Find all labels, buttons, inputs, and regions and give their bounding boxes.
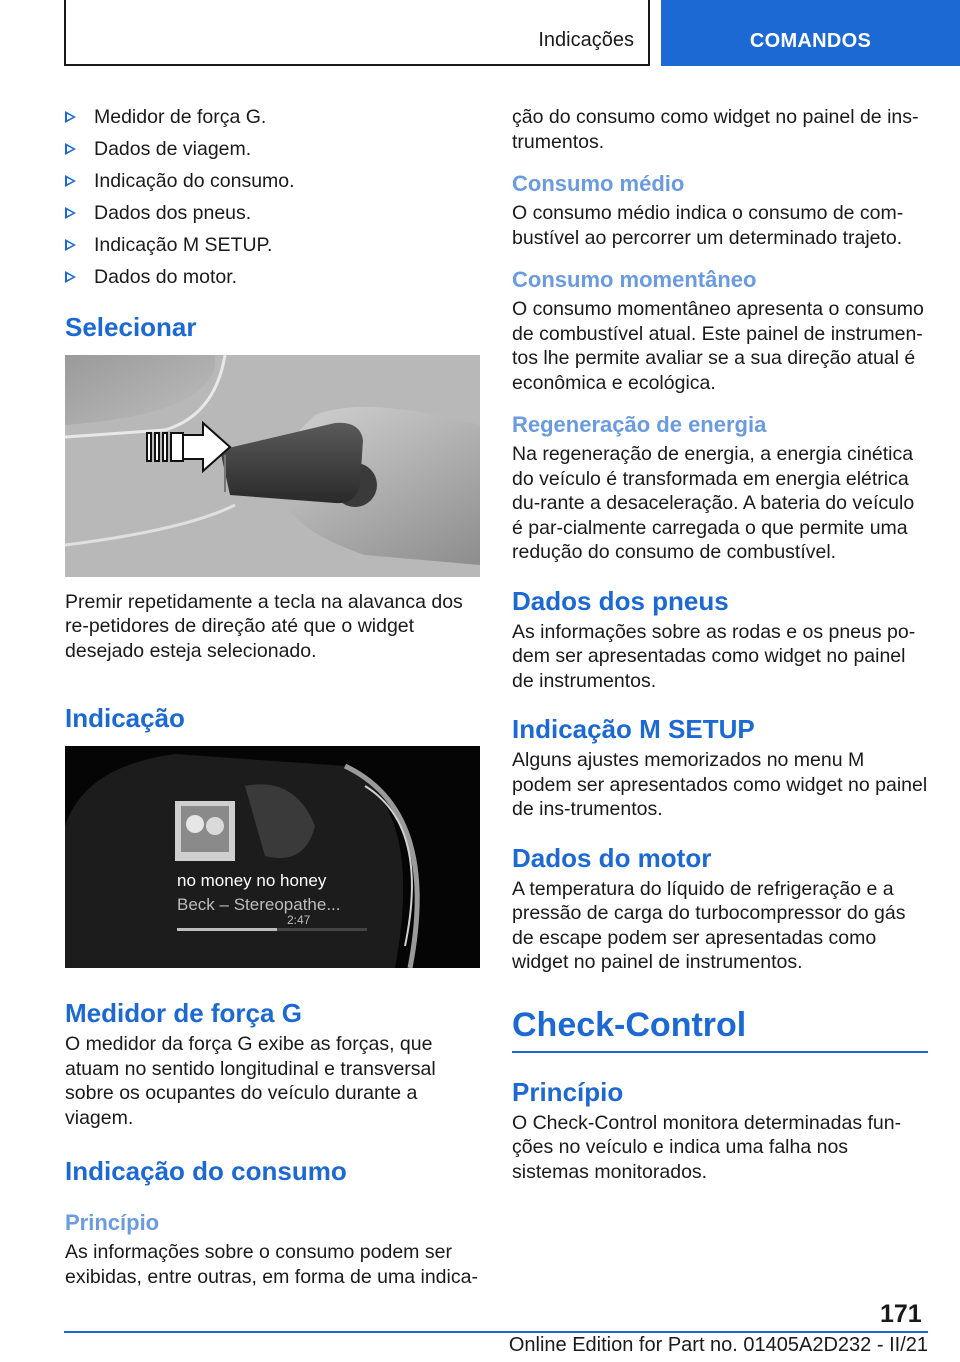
instrument-display-image <box>65 746 480 968</box>
list-item: Dados do motor. <box>65 265 480 290</box>
heading-consumo: Indicação do consumo <box>65 1156 347 1186</box>
principio-text: As informações sobre o consumo podem ser exibidas, entre outras, em forma de uma indica- <box>65 1241 478 1288</box>
list-item: Dados de viagem. <box>65 137 480 162</box>
selecionar-text: Premir repetidamente a tecla na alavanca dos re-petidores de direção até que o widget desejado esteja selecionado. <box>65 590 463 662</box>
heading-m-setup: Indicação M SETUP <box>512 714 755 744</box>
consumo-momentaneo-text: O consumo momentâneo apresenta o consumo de combustível atual. Este painel de instrumen-tos lhe permite avaliar se a sua direção atual é econômica e ecológica. <box>512 298 924 394</box>
triangle-bullet-icon <box>65 271 76 283</box>
check-principio-text: O Check-Control monitora determinadas fun-ções no veículo e indica uma falha nos sistemas monitorados. <box>512 1111 902 1183</box>
list-item: Indicação do consumo. <box>65 169 480 194</box>
consumo-medio-text: O consumo médio indica o consumo de com-bustível ao percorrer um determinado trajeto. <box>512 202 904 249</box>
display-time: 2:47 <box>287 913 311 927</box>
heading-principio: Princípio <box>65 1210 160 1235</box>
section-divider <box>512 1051 928 1053</box>
heading-consumo-medio: Consumo médio <box>512 171 685 196</box>
widget-list <box>65 105 480 290</box>
page-number: 171 <box>880 1300 922 1328</box>
triangle-bullet-icon <box>65 175 76 187</box>
right-column <box>512 100 928 1184</box>
heading-g-force: Medidor de força G <box>65 998 302 1028</box>
list-item: Dados dos pneus. <box>65 201 480 226</box>
header-section-tab <box>64 0 650 66</box>
heading-dados-pneus: Dados dos pneus <box>512 585 729 616</box>
header-section-title: Indicações <box>538 29 634 51</box>
list-item: Indicação M SETUP. <box>65 233 480 258</box>
regeneracao-text: Na regeneração de energia, a energia cinética do veículo é transformada em energia elétrica du-rante a desaceleração. A bateria do veículo é par-cialmente carregada o que permite uma redução do consumo de combustível. <box>512 443 915 563</box>
m-setup-text: Alguns ajustes memorizados no menu M podem ser apresentados como widget no painel de ins-trumentos. <box>512 749 928 820</box>
dados-motor-text: A temperatura do líquido de refrigeração e a pressão de carga do turbocompressor do gás de escape podem ser apresentadas como widget no painel de instrumentos. <box>512 877 906 973</box>
heading-regeneracao: Regeneração de energia <box>512 412 767 437</box>
triangle-bullet-icon <box>65 111 76 123</box>
footer-edition: Online Edition for Part no. 01405A2D232 - II/21 <box>508 1334 928 1356</box>
footer-divider <box>64 1331 928 1333</box>
header-chapter-tab <box>661 0 960 66</box>
triangle-bullet-icon <box>65 143 76 155</box>
heading-check-control: Check-Control <box>512 1005 747 1044</box>
heading-consumo-momentaneo: Consumo momentâneo <box>512 267 757 292</box>
heading-indicacao: Indicação <box>65 703 185 733</box>
display-artist: Beck – Stereopathe... <box>177 895 341 914</box>
left-column <box>65 100 480 1289</box>
header-chapter-title: COMANDOS <box>749 30 872 52</box>
display-song-title: no money no honey <box>177 871 327 890</box>
triangle-bullet-icon <box>65 239 76 251</box>
dados-pneus-text: As informações sobre as rodas e os pneus po-dem ser apresentadas como widget no painel de instrumentos. <box>512 620 916 692</box>
heading-dados-motor: Dados do motor <box>512 842 712 873</box>
triangle-bullet-icon <box>65 207 76 219</box>
heading-check-principio: Princípio <box>512 1076 624 1107</box>
heading-selecionar: Selecionar <box>65 311 197 342</box>
continued-text: ção do consumo como widget no painel de ins-trumentos. <box>512 106 919 153</box>
g-force-text: O medidor da força G exibe as forças, que atuam no sentido longitudinal e transversal sobre os ocupantes do veículo durante a viagem. <box>65 1033 436 1129</box>
list-item: Medidor de força G. <box>65 105 480 130</box>
turn-signal-lever-image <box>65 355 480 577</box>
